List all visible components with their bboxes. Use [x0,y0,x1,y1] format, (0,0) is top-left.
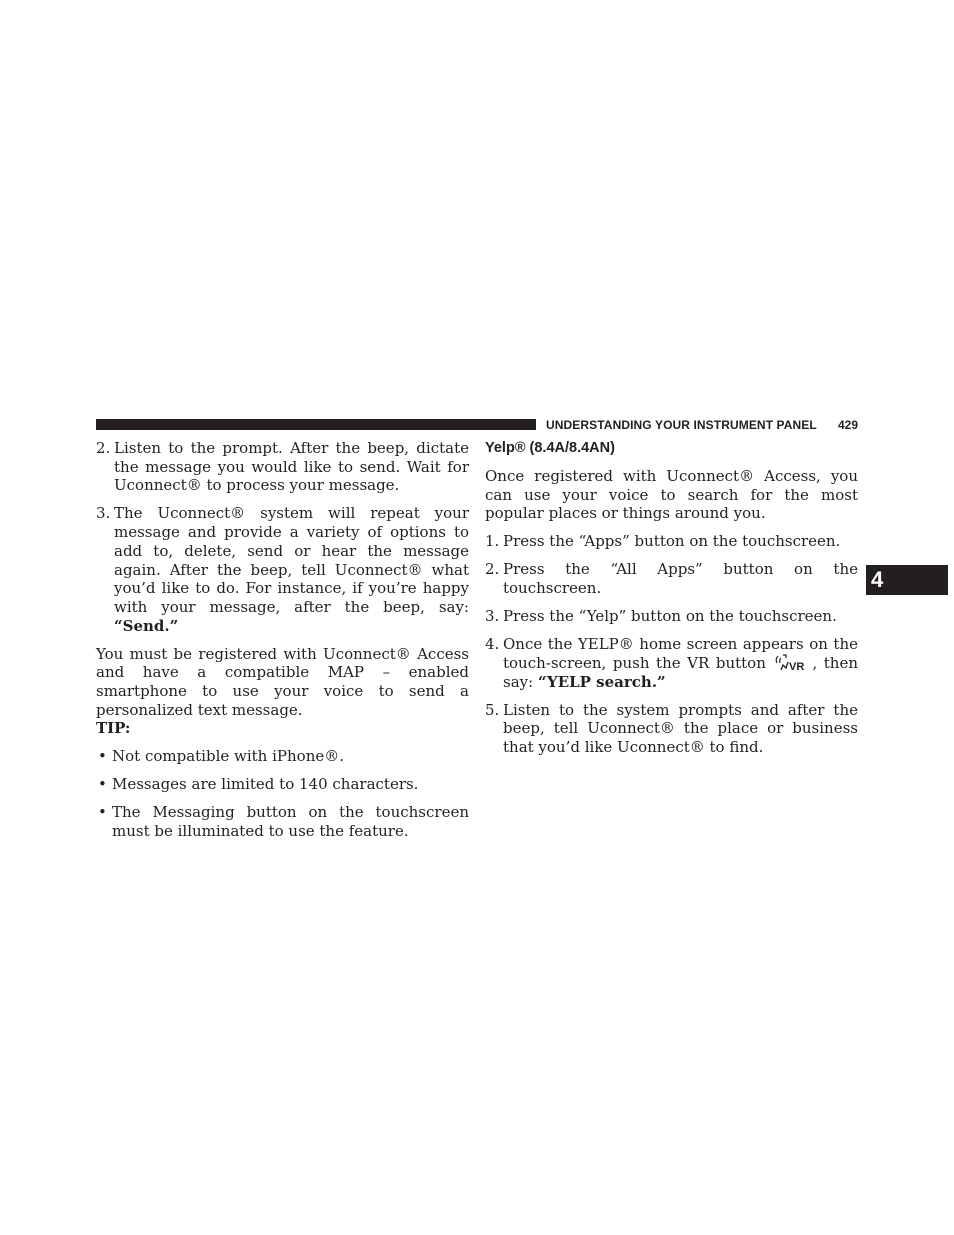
list-item-2 [96,439,469,495]
list-item-3 [96,504,469,635]
section-title: Yelp® (8.4A/8.4AN) [485,440,615,456]
list-number: 3. [485,607,500,626]
step-item [485,560,858,597]
list-number: 5. [485,700,500,719]
bullet-text: Not compatible with iPhone®. [112,747,345,766]
bullet-dot: • [98,803,107,822]
bullet-text: Messages are limited to 140 characters. [112,775,419,794]
send-command: “Send.” [114,616,179,635]
bullet-item [96,747,469,766]
list-text: Press the “Apps” button on the touchscreen. [503,532,841,551]
step-item [485,532,858,551]
list-number: 4. [485,635,500,654]
tip-label: TIP: [96,719,131,738]
voice-recognition-icon [774,654,810,672]
list-number: 2. [96,439,111,457]
page-number: 429 [838,418,859,432]
step-item-4 [485,635,858,691]
list-number: 2. [485,560,500,579]
bullet-dot: • [98,747,107,766]
bullet-text: The Messaging button on the touchscreen must be illuminated to use the feature. [112,803,469,841]
bullet-dot: • [98,775,107,794]
list-text: Listen to the system prompts and after the beep, tell Uconnect® the place or business that you’d like Uconnect® to find. [503,700,858,756]
list-text: Once the YELP® home screen appears on the touch-screen, push the VR button [503,635,858,672]
chapter-tab [866,565,948,595]
step-item-5 [485,701,858,757]
bullet-item [96,775,469,794]
list-number: 3. [96,504,111,523]
list-number: 1. [485,532,500,551]
list-text: Listen to the prompt. After the beep, dictate the message you would like to send. Wait for Uconnect® to process your message. [114,439,469,495]
list-text: , then say: [503,653,858,691]
chapter-number: 4 [871,567,884,592]
header-rule [96,419,536,430]
intro-paragraph: Once registered with Uconnect® Access, you can use your voice to search for the most popular places or things around you. [485,467,858,523]
bullet-item [96,803,469,840]
left-column [96,439,469,841]
list-text: Press the “All Apps” button on the touchscreen. [503,560,858,598]
running-header: UNDERSTANDING YOUR INSTRUMENT PANEL [546,418,817,432]
list-text: The Uconnect® system will repeat your message and provide a variety of options to add to, delete, send or hear the message again. After the beep, tell Uconnect® what you’d like to do. For instance, if you’re happy with your message, after the beep, say: [114,504,469,616]
registration-paragraph: You must be registered with Uconnect® Access and have a compatible MAP – enabled smartphone to use your voice to send a personalized text message. [96,644,469,719]
step-item [485,607,858,626]
list-text: Press the “Yelp” button on the touchscreen. [503,607,837,626]
right-column [485,439,858,757]
yelp-command: “YELP search.” [537,672,666,691]
vr-label: VR [789,660,805,672]
